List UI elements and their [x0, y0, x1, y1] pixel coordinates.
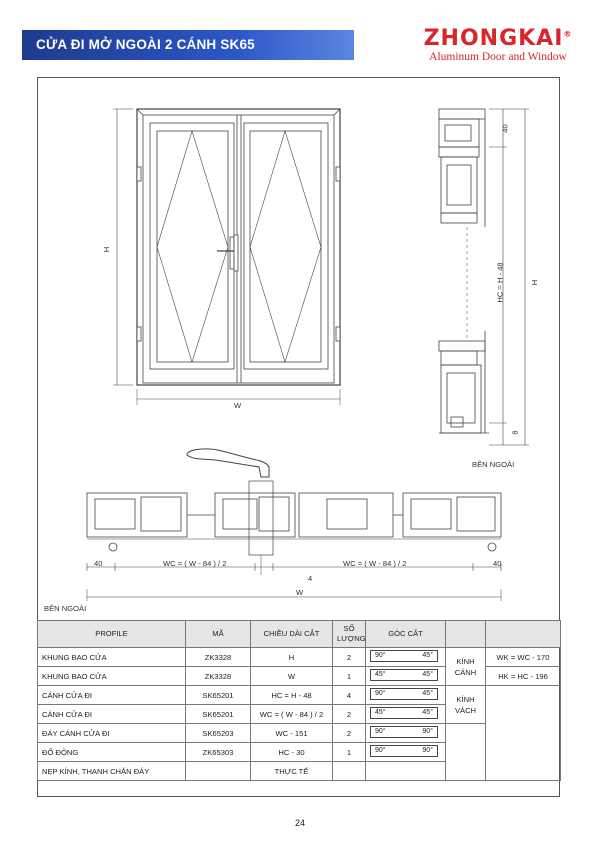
cell-qty: 4	[333, 686, 366, 705]
header-code: MÃ	[186, 621, 251, 648]
cell-profile: ĐỐ ĐỘNG	[38, 743, 186, 762]
cell-angle	[366, 705, 446, 724]
cell-angle	[366, 686, 446, 705]
cell-qty	[333, 762, 366, 781]
angle-box: 90° 45°	[370, 688, 438, 700]
cell-angle	[366, 648, 446, 667]
plan-outside-label: BÊN NGOÀI	[44, 604, 87, 613]
title-banner	[22, 30, 354, 60]
plan-wc-right: WC = ( W - 84 ) / 2	[343, 559, 407, 568]
cell-length: H	[251, 648, 333, 667]
cell-angle	[366, 724, 446, 743]
page-number: 24	[294, 818, 305, 828]
section-bottom-dim: 8	[510, 430, 520, 435]
section-outside-label: BÊN NGOÀI	[472, 460, 515, 469]
plan-right-dim: 40	[493, 559, 502, 568]
angle-box: 90° 90°	[370, 726, 438, 738]
cell-length: WC - 151	[251, 724, 333, 743]
door-elevation	[113, 109, 340, 405]
cell-length: W	[251, 667, 333, 686]
cell-code: SK65201	[186, 705, 251, 724]
table-row	[38, 648, 561, 667]
registered-mark: ®	[563, 29, 573, 39]
plan-gap-dim: 4	[308, 574, 313, 583]
header-qty: SỐ LƯỢNG	[333, 621, 366, 648]
cell-length: HC = H - 48	[251, 686, 333, 705]
cell-qty: 2	[333, 705, 366, 724]
cell-profile: CÁNH CỬA ĐI	[38, 705, 186, 724]
glass-leaf-label: KÍNH CÁNH	[446, 648, 486, 686]
cell-angle	[366, 667, 446, 686]
cell-profile: KHUNG BAO CỬA	[38, 648, 186, 667]
cell-qty: 1	[333, 667, 366, 686]
glass-panel-label: KÍNH VÁCH	[446, 686, 486, 724]
cell-length: HC - 30	[251, 743, 333, 762]
cell-profile: CÁNH CỬA ĐI	[38, 686, 186, 705]
formula-hk: HK = HC - 196	[486, 667, 561, 686]
brand-tagline: Aluminum Door and Window	[429, 51, 567, 63]
technical-drawing	[37, 77, 560, 620]
cell-code: ZK3328	[186, 667, 251, 686]
brand-name: ZHONGKAI	[423, 26, 564, 51]
cell-code: SK65201	[186, 686, 251, 705]
cell-code	[186, 762, 251, 781]
cell-length: THỰC TẾ	[251, 762, 333, 781]
door-width-label: W	[234, 401, 242, 410]
horizontal-section	[87, 449, 501, 601]
section-hc-dim: HC = H - 48	[495, 262, 505, 303]
angle-box: 90° 90°	[370, 745, 438, 757]
cell-qty: 2	[333, 648, 366, 667]
cell-profile: NẸP KÍNH, THANH CHẶN ĐÁY	[38, 762, 186, 781]
angle-box: 45° 45°	[370, 707, 438, 719]
formula-wk: WK = WC - 170	[486, 648, 561, 667]
cell-angle	[366, 743, 446, 762]
cutting-spec-table	[37, 620, 561, 781]
cell-profile: ĐÁY CÁNH CỬA ĐI	[38, 724, 186, 743]
cell-profile: KHUNG BAO CỬA	[38, 667, 186, 686]
cell-angle	[366, 762, 446, 781]
page-title: CỬA ĐI MỞ NGOÀI 2 CÁNH SK65	[36, 37, 255, 52]
cell-qty: 1	[333, 743, 366, 762]
cell-code: ZK3328	[186, 648, 251, 667]
cell-length: WC = ( W - 84 ) / 2	[251, 705, 333, 724]
angle-box: 90° 45°	[370, 650, 438, 662]
section-top-dim: 40	[500, 124, 510, 133]
plan-left-dim: 40	[94, 559, 103, 568]
door-height-label: H	[102, 246, 112, 253]
angle-box: 45° 45°	[370, 669, 438, 681]
brand-logo	[418, 26, 578, 63]
vertical-section	[439, 109, 529, 445]
header-angle: GÓC CẮT	[366, 621, 446, 648]
header-length: CHIỀU DÀI CẮT	[251, 621, 333, 648]
plan-total-dim: W	[296, 588, 304, 597]
table-row	[38, 724, 561, 743]
cell-qty: 2	[333, 724, 366, 743]
header-profile: PROFILE	[38, 621, 186, 648]
cell-code: ZK65303	[186, 743, 251, 762]
table-row	[38, 686, 561, 705]
plan-wc-left: WC = ( W - 84 ) / 2	[163, 559, 227, 568]
cell-code: SK65203	[186, 724, 251, 743]
section-h-dim: H	[530, 279, 540, 286]
